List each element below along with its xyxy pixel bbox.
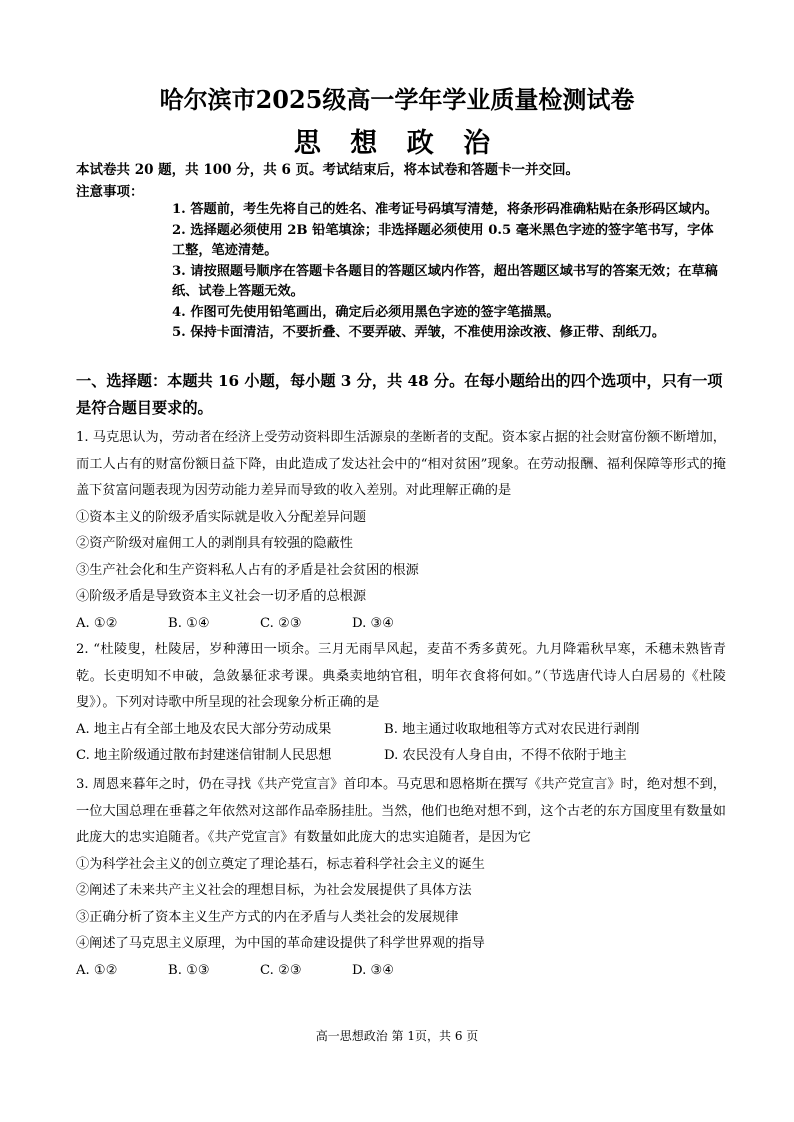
option-c[interactable]: C. ②③ xyxy=(260,962,302,978)
option-b[interactable]: B. ①④ xyxy=(168,615,210,631)
exam-title: 哈尔滨市2025级高一学年学业质量检测试卷 xyxy=(159,85,635,114)
exam-intro: 本试卷共 20 题，共 100 分，共 6 页。考试结束后，将本试卷和答题卡一并交回。 xyxy=(76,162,580,178)
option-b[interactable]: B. ①③ xyxy=(168,962,210,978)
notice-item: 1. 答题前，考生先将自己的姓名、准考证号码填写清楚，将条形码准确粘贴在条形码区域内。 xyxy=(172,202,718,217)
section-heading: 一、选择题：本题共 16 小题，每小题 3 分，共 48 分。在每小题给出的四个选项中，只有一项是符合题目要求的。 xyxy=(76,372,723,417)
notice-item: 5. 保持卡面清洁，不要折叠、不要弄破、弄皱，不准使用涂改液、修正带、刮纸刀。 xyxy=(172,325,666,340)
option-d[interactable]: D. ③④ xyxy=(352,962,395,978)
statement-item: ②阐述了未来共产主义社会的理想目标，为社会发展提供了具体方法 xyxy=(76,883,472,898)
question-stem: 1. 马克思认为，劳动者在经济上受劳动资料即生活源泉的垄断者的支配。资本家占据的社会财富份额不断增加，而工人占有的财富份额日益下降，由此造成了发达社会中的“相对贫困”现象。在劳动报酬、福利保障等形式的掩盖下贫富问题表现为因劳动能力差异而导致的收入差别。对此理解正确的是 xyxy=(76,430,726,498)
question-stem: 2. “杜陵叟，杜陵居，岁种薄田一顷余。三月无雨旱风起，麦苗不秀多黄死。九月降霜秋早寒，禾穗未熟皆青乾。长吏明知不申破，急敛暴征求考课。典桑卖地纳官租，明年衣食将何如。”（节选唐代诗人白居易的《杜陵叟》）。下列对诗歌中所呈现的社会现象分析正确的是 xyxy=(76,642,726,710)
answer-options xyxy=(76,958,726,985)
statement-item: ④阶级矛盾是导致资本主义社会一切矛盾的总根源 xyxy=(76,589,367,604)
page-footer: 高一思想政治 第 1页，共 6 页 xyxy=(315,1029,479,1043)
question-3 xyxy=(76,772,726,984)
notice-item: 4. 作图可先使用铅笔画出，确定后必须用黑色字迹的签字笔描黑。 xyxy=(172,304,560,320)
option-b[interactable]: B. 地主通过收取地租等方式对农民进行剥削 xyxy=(384,721,640,737)
statement-item: ②资产阶级对雇佣工人的剥削具有较强的隐蔽性 xyxy=(76,536,353,551)
statement-item: ①为科学社会主义的创立奠定了理论基石，标志着科学社会主义的诞生 xyxy=(76,856,485,872)
notice-item: 3. 请按照题号顺序在答题卡各题目的答题区域内作答，超出答题区域书写的答案无效；在草稿纸、试卷上答题无效。 xyxy=(172,263,718,299)
option-d[interactable]: D. 农民没有人身自由，不得不依附于地主 xyxy=(384,748,627,763)
option-d[interactable]: D. ③④ xyxy=(352,615,395,631)
question-1 xyxy=(76,425,726,637)
statement-item: ④阐述了马克思主义原理，为中国的革命建设提供了科学世界观的指导 xyxy=(76,936,485,951)
statement-item: ③正确分析了资本主义生产方式的内在矛盾与人类社会的发展规律 xyxy=(76,909,459,925)
notice-item: 2. 选择题必须使用 2B 铅笔填涂；非选择题必须使用 0.5 毫米黑色字迹的签字笔书写，字体工整，笔迹清楚。 xyxy=(172,222,714,258)
statement-item: ③生产社会化和生产资料私人占有的矛盾是社会贫困的根源 xyxy=(76,562,419,578)
statement-item: ①资本主义的阶级矛盾实际就是收入分配差异问题 xyxy=(76,509,367,525)
notice-list xyxy=(172,200,720,344)
answer-options-row-2 xyxy=(76,743,726,770)
question-stem: 3. 周恩来暮年之时，仍在寻找《共产党宣言》首印本。马克思和恩格斯在撰写《共产党宣言》时，绝对想不到，一位大国总理在垂暮之年依然对这部作品牵肠挂肚。当然，他们也绝对想不到，这个古老的东方国度里有数量如此庞大的忠实追随者。《共产党宣言》有数量如此庞大的忠实追随者，是因为它 xyxy=(76,777,726,845)
option-c[interactable]: C. ②③ xyxy=(260,615,302,631)
answer-options-row-1 xyxy=(76,717,726,744)
option-a[interactable]: A. ①② xyxy=(76,615,118,631)
option-a[interactable]: A. ①② xyxy=(76,962,118,978)
answer-options xyxy=(76,611,726,638)
question-2 xyxy=(76,637,726,770)
notice-heading: 注意事项： xyxy=(76,184,144,200)
subject-title: 思 想 政 治 xyxy=(293,128,501,159)
option-c[interactable]: C. 地主阶级通过散布封建迷信钳制人民思想 xyxy=(76,748,332,763)
option-a[interactable]: A. 地主占有全部土地及农民大部分劳动成果 xyxy=(76,721,332,737)
